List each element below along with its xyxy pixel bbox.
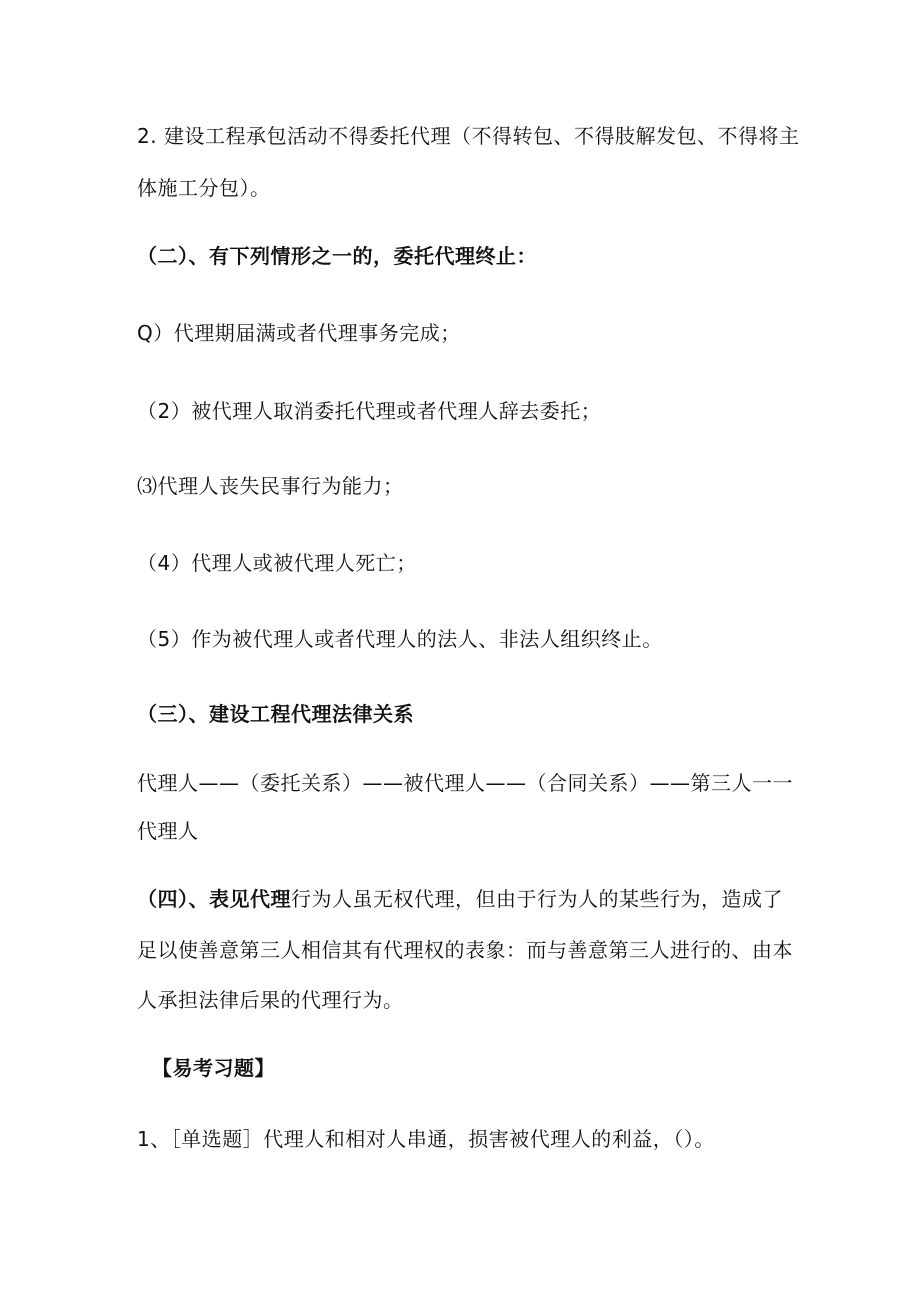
paragraph-line: 体施工分包）。 — [137, 176, 271, 200]
section-heading: （二）、有下列情形之一的，委托代理终止： — [137, 244, 537, 268]
list-item: （4）代理人或被代理人死亡； — [137, 551, 417, 575]
paragraph-line: 代理人——（委托关系）——被代理人——（合同关系）——第三人一一 — [137, 771, 793, 795]
list-item: Q）代理期届满或者代理事务完成； — [137, 321, 461, 345]
question-line: 1、［单选题］代理人和相对人串通，损害被代理人的利益，（）。 — [137, 1127, 715, 1151]
paragraph-line: 足以使善意第三人相信其有代理权的表象：而与善意第三人进行的、由本 — [137, 938, 793, 962]
section-heading: （四）、表见代理 — [137, 887, 291, 911]
paragraph-text: 行为人虽无权代理，但由于行为人的某些行为，造成了 — [291, 887, 783, 911]
list-item: ⑶代理人丧失民事行为能力； — [137, 474, 404, 498]
paragraph-line: 2. 建设工程承包活动不得委托代理（不得转包、不得肢解发包、不得将主 — [137, 124, 800, 148]
paragraph-line — [137, 887, 797, 911]
paragraph-line: 人承担法律后果的代理行为。 — [137, 988, 404, 1012]
section-heading: （三）、建设工程代理法律关系 — [137, 702, 414, 726]
list-item: （2）被代理人取消委托代理或者代理人辞去委托； — [137, 399, 602, 423]
paragraph-line: 代理人 — [137, 819, 199, 843]
list-item: （5）作为被代理人或者代理人的法人、非法人组织终止。 — [137, 627, 663, 651]
section-heading: 【易考习题】 — [152, 1056, 275, 1080]
